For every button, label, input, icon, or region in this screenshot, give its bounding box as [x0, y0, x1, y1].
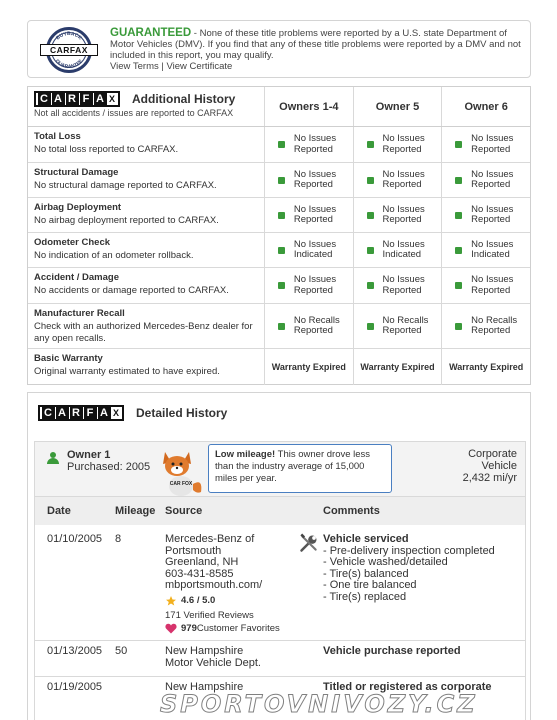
- additional-history-rows: [28, 127, 530, 385]
- additional-history-table: [27, 86, 531, 385]
- row-description: No indication of an odometer rollback.: [34, 250, 194, 261]
- row-title: Accident / Damage: [34, 272, 119, 283]
- row-title: Structural Damage: [34, 167, 119, 178]
- check-icon: [455, 212, 462, 219]
- check-icon: [367, 247, 374, 254]
- status-badge: No Issues Reported: [367, 205, 429, 226]
- check-icon: [278, 323, 285, 330]
- check-icon: [278, 212, 285, 219]
- row-title: Total Loss: [34, 131, 81, 142]
- additional-history-title: Additional History: [132, 92, 236, 106]
- svg-text:GUARANTEE: [54, 58, 85, 70]
- miles-per-year: 2,432 mi/yr: [462, 472, 517, 484]
- status-badge: No Issues Reported: [367, 275, 429, 296]
- status-badge: No Recalls Reported: [455, 316, 517, 337]
- owner-purchased: Purchased: 2005: [67, 461, 151, 473]
- guarantee-banner: BUYBACK GUARANTEE CARFAX GUARANTEED - None of these title problems were reported by a U.S. state Department of Motor Vehicles (DMV). If you find that any of these title problems were reported by a DMV and not included in this report, you may qualify. View Terms | View Certificate: [27, 20, 531, 78]
- low-mileage-callout: Low mileage! This owner drove less than the industry average of 15,000 miles per year.: [208, 444, 392, 493]
- star-icon: [165, 595, 177, 607]
- check-icon: [278, 141, 285, 148]
- row-description: No accidents or damage reported to CARFAX.: [34, 285, 229, 296]
- status-badge: No Recalls Reported: [367, 316, 429, 337]
- guarantee-title: GUARANTEED: [110, 27, 192, 39]
- owner-summary: [34, 441, 526, 497]
- seal-top-text: BUYBACK: [55, 30, 83, 42]
- check-icon: [278, 177, 285, 184]
- row-description: No airbag deployment reported to CARFAX.: [34, 215, 219, 226]
- dealer-reviews-link[interactable]: 171 Verified Reviews: [165, 609, 254, 621]
- status-badge: No Issues Reported: [367, 170, 429, 191]
- column-source: Source: [165, 505, 203, 517]
- record-source: Mercedes-Benz of Portsmouth Greenland, NH 603-431-8585 mbportsmouth.com/ 4.6 / 5.0 171 Verified Reviews 979 Customer Favorites: [165, 533, 280, 634]
- carfax-logo: C A R F A X: [38, 405, 124, 421]
- check-icon: [455, 141, 462, 148]
- record-mileage: 50: [115, 645, 128, 657]
- record-comments: Vehicle serviced - Pre-delivery inspection completed - Vehicle washed/detailed - Tire(s) balanced - One tire balanced - Tire(s) replaced: [323, 533, 495, 603]
- heart-icon: [165, 623, 177, 634]
- dealer-rating: 4.6 / 5.0: [165, 595, 280, 607]
- row-title: Airbag Deployment: [34, 202, 122, 213]
- carfox-mascot-icon: [155, 448, 205, 496]
- carfax-logo: C A R F A X: [34, 91, 120, 107]
- table-row: [28, 268, 530, 304]
- check-icon: [455, 323, 462, 330]
- seal-bottom-text: GUARANTEE: [53, 58, 85, 71]
- row-title: Basic Warranty: [34, 353, 103, 364]
- record-date: 01/19/2005: [47, 681, 103, 693]
- row-description: No structural damage reported to CARFAX.: [34, 180, 217, 191]
- check-icon: [278, 282, 285, 289]
- person-icon: [47, 452, 59, 464]
- column-mileage: Mileage: [115, 505, 156, 517]
- owner-name: Owner 1: [67, 449, 111, 461]
- warranty-status: Warranty Expired: [360, 361, 435, 372]
- warranty-status: Warranty Expired: [449, 361, 524, 372]
- record-date: 01/13/2005: [47, 645, 103, 657]
- check-icon: [455, 282, 462, 289]
- watermark: SPORTOVNIVOZY.CZ: [160, 690, 478, 718]
- table-row: [34, 525, 526, 641]
- check-icon: [278, 247, 285, 254]
- status-badge: No Issues Reported: [278, 275, 340, 296]
- status-badge: No Issues Reported: [455, 134, 517, 155]
- record-source: New Hampshire Motor Vehicle Dept.: [165, 645, 261, 669]
- table-row: [28, 349, 530, 385]
- status-badge: No Issues Indicated: [278, 240, 340, 261]
- dealer-website-link[interactable]: mbportsmouth.com/: [165, 579, 263, 591]
- additional-history-header: [28, 87, 530, 127]
- record-source: New Hampshire: [165, 681, 244, 693]
- view-terms-link[interactable]: View Terms: [110, 61, 159, 72]
- row-description: No total loss reported to CARFAX.: [34, 144, 179, 155]
- row-description: Original warranty estimated to have expired.: [34, 366, 220, 377]
- status-badge: No Issues Reported: [455, 275, 517, 296]
- check-icon: [455, 177, 462, 184]
- column-comments: Comments: [323, 505, 380, 517]
- wrench-screwdriver-icon: [299, 533, 319, 553]
- owner-column-header: Owner 6: [464, 100, 508, 113]
- table-row: [28, 127, 530, 163]
- check-icon: [367, 282, 374, 289]
- table-row: [28, 304, 530, 349]
- column-date: Date: [47, 505, 71, 517]
- detailed-history-section: [27, 392, 531, 720]
- check-icon: [367, 177, 374, 184]
- guarantee-description: - None of these title problems were reported by a U.S. state Department of Motor Vehicles (DMV). If you find that any of these title problems were reported by a DMV and not included in this report, you may qualify.: [110, 28, 521, 61]
- status-badge: No Issues Indicated: [455, 240, 517, 261]
- table-row: [28, 198, 530, 233]
- owner-column-header: Owner 5: [354, 87, 443, 126]
- table-row: [28, 163, 530, 198]
- fox-shirt-text: CAR FOX: [169, 481, 193, 487]
- view-certificate-link[interactable]: View Certificate: [166, 61, 233, 72]
- record-comments: Vehicle purchase reported: [323, 645, 461, 657]
- status-badge: No Issues Indicated: [367, 240, 429, 261]
- row-description: Check with an authorized Mercedes-Benz dealer for any open recalls.: [34, 321, 253, 344]
- detailed-history-title: Detailed History: [136, 406, 228, 420]
- warranty-status: Warranty Expired: [271, 361, 346, 372]
- status-badge: No Issues Reported: [278, 134, 340, 155]
- status-badge: No Recalls Reported: [278, 316, 340, 337]
- status-badge: No Issues Reported: [455, 170, 517, 191]
- record-comments: Titled or registered as corporate: [323, 681, 492, 693]
- status-badge: No Issues Reported: [278, 170, 340, 191]
- check-icon: [367, 141, 374, 148]
- table-row: [34, 641, 526, 677]
- record-date: 01/10/2005: [47, 533, 103, 545]
- row-title: Manufacturer Recall: [34, 308, 125, 319]
- check-icon: [455, 247, 462, 254]
- owner-column-header: Owners 1-4: [265, 87, 354, 126]
- history-table-header: [34, 497, 526, 525]
- additional-history-subtitle: Not all accidents / issues are reported to CARFAX: [34, 108, 234, 118]
- owner-vehicle-type: Corporate Vehicle 2,432 mi/yr: [462, 448, 517, 484]
- row-title: Odometer Check: [34, 237, 111, 248]
- status-badge: No Issues Reported: [278, 205, 340, 226]
- check-icon: [367, 212, 374, 219]
- customer-favorites: 979 Customer Favorites: [165, 623, 280, 635]
- svg-text:BUYBACK: [55, 31, 83, 42]
- carfax-buyback-guarantee-seal: [36, 27, 98, 73]
- record-mileage: 8: [115, 533, 122, 545]
- status-badge: No Issues Reported: [455, 205, 517, 226]
- check-icon: [367, 323, 374, 330]
- table-row: [28, 233, 530, 268]
- seal-brand: CARFAX: [40, 44, 98, 56]
- status-badge: No Issues Reported: [367, 134, 429, 155]
